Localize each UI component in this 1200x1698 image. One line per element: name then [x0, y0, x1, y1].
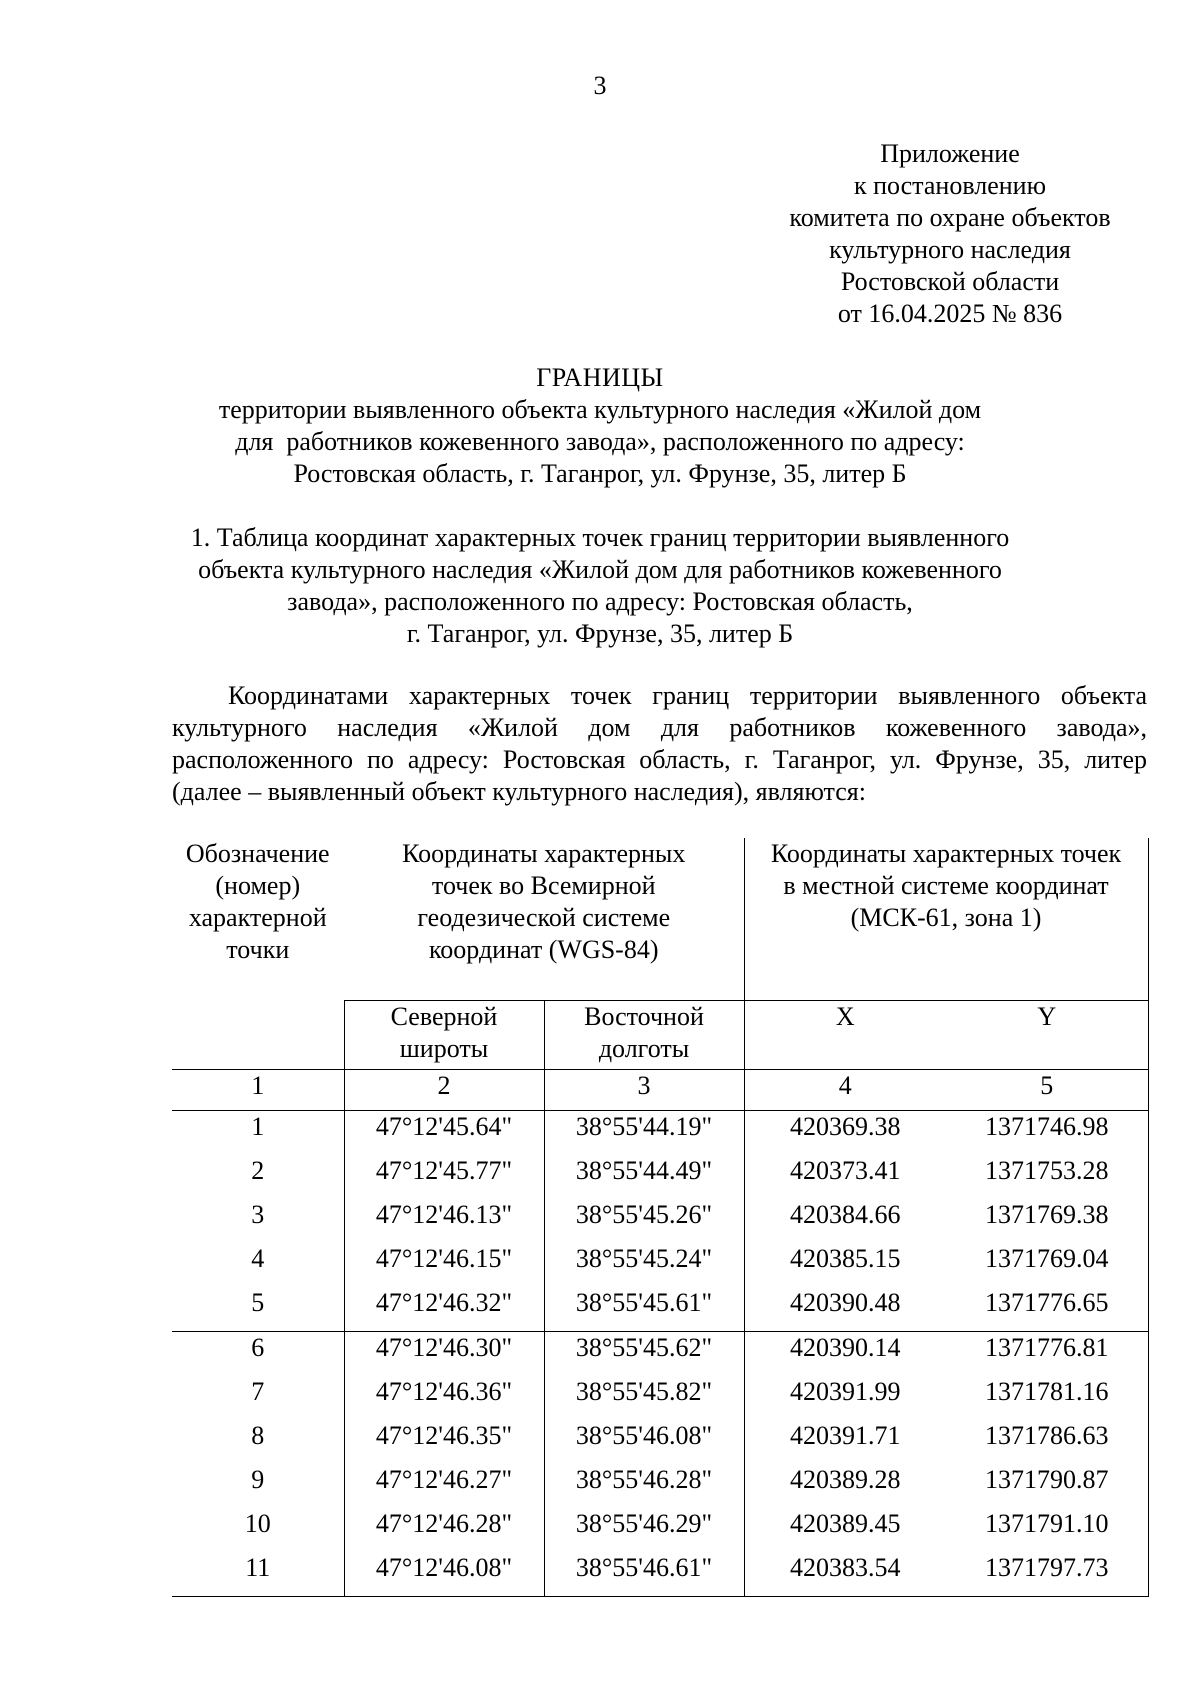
x-coordinate-cell: 420385.15	[744, 1243, 946, 1287]
table-row	[172, 1111, 1148, 1156]
appendix-line: Приложение	[880, 139, 1020, 168]
east-longitude-cell: 38°55'46.29"	[544, 1508, 744, 1552]
y-coordinate-cell: 1371786.63	[946, 1420, 1148, 1464]
appendix-block	[720, 138, 1180, 330]
x-coordinate-cell: 420369.38	[744, 1111, 946, 1156]
y-coordinate-cell: 1371746.98	[946, 1111, 1148, 1156]
north-latitude-cell: 47°12'46.08"	[344, 1552, 544, 1597]
table-row	[172, 1420, 1148, 1464]
east-longitude-cell: 38°55'44.49"	[544, 1155, 744, 1199]
table-row	[172, 1155, 1148, 1199]
table-row	[172, 1552, 1148, 1597]
x-coordinate-cell: 420389.45	[744, 1508, 946, 1552]
intro-paragraph	[172, 680, 1147, 808]
column-number: 1	[172, 1070, 344, 1111]
point-number-cell: 7	[251, 1377, 265, 1406]
title-line: Ростовская область, г. Таганрог, ул. Фрунзе, 35, литер Б	[293, 459, 907, 488]
point-number-cell: 11	[172, 1552, 344, 1597]
point-number-cell: 1	[251, 1112, 265, 1141]
section-title	[0, 522, 1200, 650]
y-coordinate-cell: 1371769.38	[946, 1199, 1148, 1243]
east-longitude-cell: 38°55'46.61"	[544, 1552, 744, 1597]
north-latitude-cell: 47°12'46.30"	[344, 1332, 544, 1377]
east-longitude-cell: 38°55'45.62"	[544, 1332, 744, 1377]
north-latitude-cell: 47°12'46.35"	[344, 1420, 544, 1464]
north-latitude-cell: 47°12'46.32"	[344, 1287, 544, 1332]
x-coordinate-cell: 420389.28	[744, 1464, 946, 1508]
north-latitude-cell: 47°12'45.64"	[344, 1111, 544, 1156]
table-row	[172, 1508, 1148, 1552]
table-header-row	[172, 838, 1148, 1001]
table-row	[172, 1376, 1148, 1420]
y-coordinate-cell: 1371769.04	[946, 1243, 1148, 1287]
y-coordinate-cell: 1371776.65	[946, 1287, 1148, 1332]
column-number: 2	[344, 1070, 544, 1111]
east-longitude-cell: 38°55'46.28"	[544, 1464, 744, 1508]
header-text: в местной системе координат	[783, 871, 1109, 900]
east-longitude-cell: 38°55'46.08"	[544, 1420, 744, 1464]
east-longitude-cell: 38°55'45.24"	[544, 1243, 744, 1287]
east-longitude-cell: 38°55'44.19"	[544, 1111, 744, 1156]
north-latitude-cell: 47°12'46.15"	[344, 1243, 544, 1287]
east-longitude-cell: 38°55'45.82"	[544, 1376, 744, 1420]
document-title	[0, 362, 1200, 490]
y-coordinate-cell: 1371776.81	[946, 1332, 1148, 1377]
north-latitude-cell: 47°12'46.36"	[344, 1376, 544, 1420]
appendix-line: комитета по охране объектов	[789, 203, 1111, 232]
appendix-line: культурного наследия	[829, 235, 1071, 264]
section-line: завода», расположенного по адресу: Ростовская область,	[287, 587, 913, 616]
table-row	[172, 1332, 1148, 1377]
y-coordinate-cell: 1371797.73	[946, 1552, 1148, 1597]
x-coordinate-cell: 420391.99	[744, 1376, 946, 1420]
y-coordinate-cell: 1371781.16	[946, 1376, 1148, 1420]
intro-line: Координатами характерных точек границ территории выявленного объекта	[228, 681, 1147, 710]
y-coordinate-cell: 1371753.28	[946, 1155, 1148, 1199]
header-text: (номер)	[215, 871, 301, 900]
point-number-cell: 5	[251, 1288, 265, 1317]
north-latitude-cell: 47°12'46.13"	[344, 1199, 544, 1243]
point-number-cell: 3	[251, 1200, 265, 1229]
intro-line: культурного наследия «Жилой дом для работников кожевенного завода»,	[172, 713, 1147, 742]
header-y: Y	[946, 1001, 1148, 1070]
appendix-line: от 16.04.2025 № 836	[837, 299, 1063, 328]
north-latitude-cell: 47°12'46.28"	[344, 1508, 544, 1552]
header-text: (МСК-61, зона 1)	[850, 903, 1042, 932]
header-text: геодезической системе	[417, 903, 671, 932]
point-number-cell: 9	[251, 1465, 265, 1494]
intro-line: (далее – выявленный объект культурного наследия), являются:	[172, 777, 866, 806]
header-text: долготы	[598, 1034, 690, 1063]
x-coordinate-cell: 420390.14	[744, 1332, 946, 1377]
title-heading: ГРАНИЦЫ	[536, 363, 664, 392]
point-number-cell: 6	[172, 1332, 344, 1377]
page-number: 3	[593, 71, 607, 100]
table-column-numbers-row	[172, 1070, 1148, 1111]
point-number-cell: 4	[251, 1244, 265, 1273]
header-east-longitude	[544, 1001, 744, 1070]
point-number-cell: 2	[251, 1156, 265, 1185]
header-text: Северной	[390, 1002, 498, 1031]
point-number-cell: 10	[244, 1509, 271, 1538]
x-coordinate-cell: 420391.71	[744, 1420, 946, 1464]
x-coordinate-cell: 420383.54	[744, 1552, 946, 1597]
header-text: Обозначение	[185, 839, 330, 868]
column-number: 3	[544, 1070, 744, 1111]
header-text: точки	[226, 935, 290, 964]
header-text: координат (WGS-84)	[428, 935, 659, 964]
header-text: Координаты характерных	[402, 839, 686, 868]
section-line: 1. Таблица координат характерных точек границ территории выявленного	[190, 523, 1010, 552]
table-row	[172, 1199, 1148, 1243]
header-msk61	[744, 838, 1148, 1001]
y-coordinate-cell: 1371791.10	[946, 1508, 1148, 1552]
y-coordinate-cell: 1371790.87	[946, 1464, 1148, 1508]
point-number-cell: 8	[251, 1421, 265, 1450]
east-longitude-cell: 38°55'45.26"	[544, 1199, 744, 1243]
header-text: широты	[399, 1034, 489, 1063]
header-text: точек во Всемирной	[431, 871, 656, 900]
header-text: Восточной	[584, 1002, 704, 1031]
appendix-line: к постановлению	[853, 171, 1047, 200]
column-number: 4	[744, 1070, 946, 1111]
north-latitude-cell: 47°12'46.27"	[344, 1464, 544, 1508]
x-coordinate-cell: 420373.41	[744, 1155, 946, 1199]
header-point-designation	[172, 838, 344, 1070]
table-row	[172, 1464, 1148, 1508]
header-text: характерной	[188, 903, 327, 932]
section-line: г. Таганрог, ул. Фрунзе, 35, литер Б	[406, 619, 794, 648]
coordinates-table	[172, 838, 1149, 1597]
x-coordinate-cell: 420390.48	[744, 1287, 946, 1332]
section-line: объекта культурного наследия «Жилой дом для работников кожевенного	[198, 555, 1002, 584]
x-coordinate-cell: 420384.66	[744, 1199, 946, 1243]
column-number: 5	[946, 1070, 1148, 1111]
title-line: территории выявленного объекта культурного наследия «Жилой дом	[218, 395, 982, 424]
title-line: для работников кожевенного завода», расположенного по адресу:	[235, 427, 965, 456]
header-x: X	[744, 1001, 946, 1070]
intro-line: расположенного по адресу: Ростовская область, г. Таганрог, ул. Фрунзе, 35, литер	[172, 745, 1147, 774]
table-row	[172, 1287, 1148, 1332]
header-wgs84	[344, 838, 744, 1001]
east-longitude-cell: 38°55'45.61"	[544, 1287, 744, 1332]
table-row	[172, 1243, 1148, 1287]
header-north-latitude	[344, 1001, 544, 1070]
north-latitude-cell: 47°12'45.77"	[344, 1155, 544, 1199]
appendix-line: Ростовской области	[840, 267, 1060, 296]
header-text: Координаты характерных точек	[770, 839, 1122, 868]
